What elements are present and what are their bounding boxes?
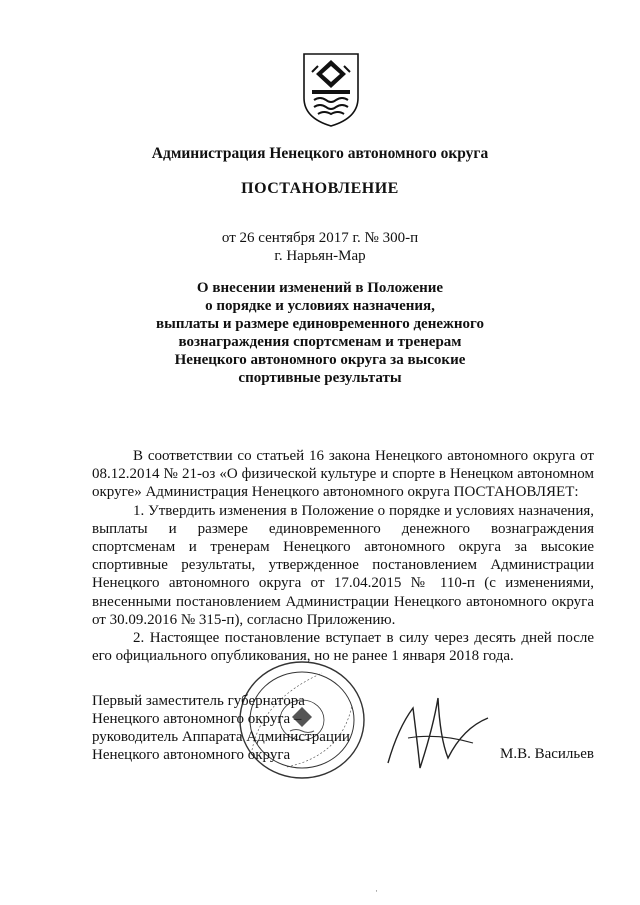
- page-mark: ·: [375, 886, 378, 896]
- coat-of-arms-icon: [300, 50, 362, 128]
- signatory-position-line: Ненецкого автономного округа: [92, 747, 291, 763]
- document-title: [0, 279, 640, 387]
- signer-name: М.В. Васильев: [499, 746, 594, 762]
- signatory-position-line: Ненецкого автономного округа –: [92, 711, 302, 727]
- document-type: ПОСТАНОВЛЕНИЕ: [241, 180, 399, 197]
- city: г. Нарьян-Мар: [274, 248, 366, 264]
- date-number: от 26 сентября 2017 г. № 300-п: [221, 230, 419, 246]
- title-line: Ненецкого автономного округа за высокие: [174, 352, 466, 368]
- title-line: о порядке и условиях назначения,: [205, 298, 435, 314]
- title-line: выплаты и размере единовременного денежного: [156, 316, 484, 332]
- handwritten-signature-icon: [378, 688, 498, 778]
- signatory-position-line: руководитель Аппарата Администрации: [92, 729, 350, 745]
- paragraph-item-2: 2. Настоящее постановление вступает в силу через десять дней после его официального опубликования, но не ранее 1 января 2018 года.: [92, 630, 594, 665]
- document-body: [92, 447, 594, 665]
- title-line: вознаграждения спортсменам и тренерам: [178, 334, 462, 350]
- title-line: О внесении изменений в Положение: [196, 280, 444, 296]
- paragraph-item-1: 1. Утвердить изменения в Положение о порядке и условиях назначения, выплаты и размере единовременного денежного вознаграждения спортсменам и тренерам Ненецкого автономного округа за высокие спортивные результаты, утвержденное постановлением Администрации Ненецкого автономного округа от 17.04.2015 № 110-п (с изменениями, внесенными постановлением Администрации Ненецкого автономного округа от 30.09.2016 № 315-п), согласно Приложению.: [92, 502, 594, 628]
- organization-name: Администрация Ненецкого автономного округа: [151, 145, 489, 162]
- paragraph-preamble: В соответствии со статьей 16 закона Ненецкого автономного округа от 08.12.2014 № 21-оз «О физической культуре и спорте в Ненецком автономном округе» Администрация Ненецкого автономного округа ПОСТАНОВЛЯЕТ:: [92, 448, 594, 501]
- signatory-position-line: Первый заместитель губернатора: [92, 693, 305, 709]
- signature-block: [92, 692, 350, 764]
- title-line: спортивные результаты: [238, 370, 402, 386]
